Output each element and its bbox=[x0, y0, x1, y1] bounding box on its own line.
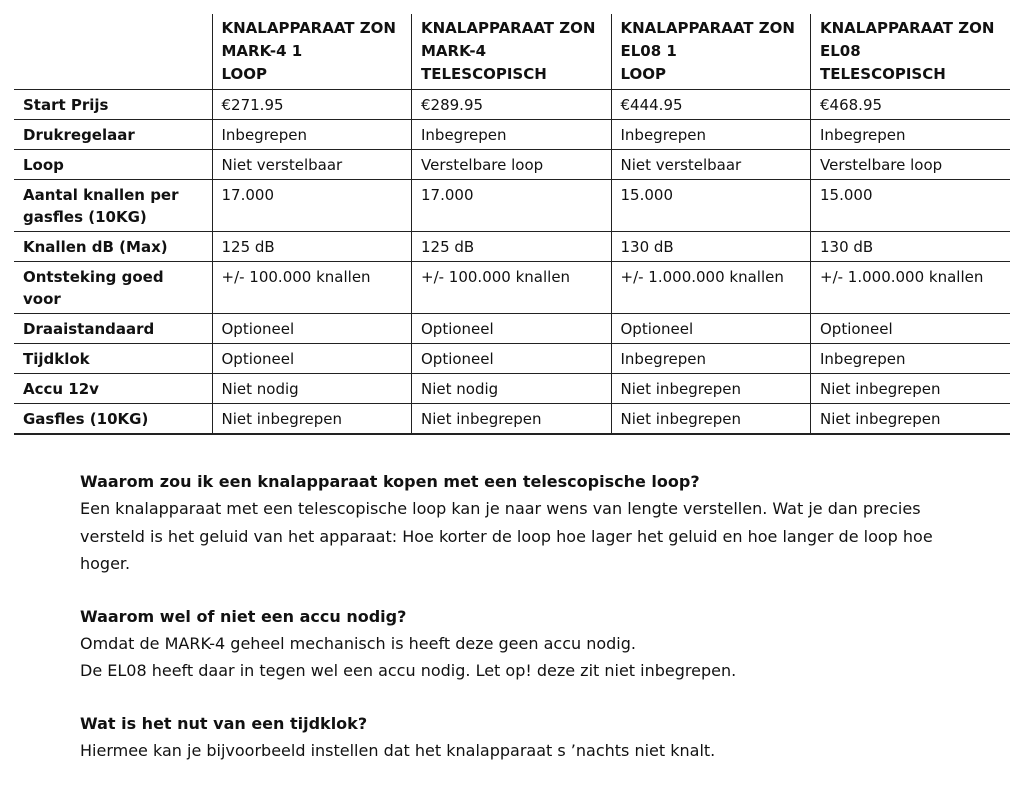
table-cell: Verstelbare loop bbox=[811, 150, 1011, 180]
row-label: Gasfles (10KG) bbox=[14, 404, 212, 435]
table-cell: Niet verstelbaar bbox=[212, 150, 412, 180]
faq-question: Waarom wel of niet een accu nodig? bbox=[80, 606, 407, 626]
faq-item-accu bbox=[80, 603, 980, 685]
row-label: Tijdklok bbox=[14, 344, 212, 374]
row-label: Knallen dB (Max) bbox=[14, 232, 212, 262]
table-cell: 17.000 bbox=[412, 180, 612, 232]
table-cell: Inbegrepen bbox=[611, 120, 811, 150]
table-cell: +/- 100.000 knallen bbox=[212, 262, 412, 314]
table-corner-cell bbox=[14, 14, 212, 90]
faq-answer: Hiermee kan je bijvoorbeeld instellen dat het knalapparaat s ’nachts niet knalt. bbox=[80, 740, 716, 760]
faq-item-tijdklok bbox=[80, 710, 980, 765]
table-cell: Niet nodig bbox=[412, 374, 612, 404]
faq-item-telescopische-loop bbox=[80, 468, 980, 578]
table-cell: Optioneel bbox=[412, 314, 612, 344]
table-cell: Optioneel bbox=[212, 344, 412, 374]
table-row bbox=[14, 150, 1010, 180]
table-cell: Niet inbegrepen bbox=[811, 404, 1011, 435]
table-cell: Niet inbegrepen bbox=[412, 404, 612, 435]
table-cell: 15.000 bbox=[811, 180, 1011, 232]
column-header-mark4-telescopisch: KNALAPPARAAT ZON MARK-4 TELESCOPISCH bbox=[412, 14, 612, 90]
table-row bbox=[14, 262, 1010, 314]
table-cell: Inbegrepen bbox=[811, 120, 1011, 150]
table-cell: €444.95 bbox=[611, 90, 811, 120]
table-cell: Niet inbegrepen bbox=[611, 404, 811, 435]
faq-answer: Een knalapparaat met een telescopische loop kan je naar wens van lengte verstellen. Wat je dan precies versteld is het geluid van het apparaat: Hoe korter de loop hoe lager het geluid en hoe langer de loop hoe hoger. bbox=[80, 499, 933, 573]
table-cell: Inbegrepen bbox=[611, 344, 811, 374]
table-cell: €289.95 bbox=[412, 90, 612, 120]
faq-question: Wat is het nut van een tijdklok? bbox=[80, 713, 368, 733]
table-cell: Niet inbegrepen bbox=[212, 404, 412, 435]
table-cell: Inbegrepen bbox=[811, 344, 1011, 374]
table-header bbox=[14, 14, 1010, 90]
table-cell: +/- 1.000.000 knallen bbox=[811, 262, 1011, 314]
column-header-mark4-loop: KNALAPPARAAT ZON MARK-4 1 LOOP bbox=[212, 14, 412, 90]
row-label: Aantal knallen per gasfles (10KG) bbox=[14, 180, 212, 232]
table-cell: +/- 100.000 knallen bbox=[412, 262, 612, 314]
table-cell: Optioneel bbox=[412, 344, 612, 374]
table-cell: Optioneel bbox=[611, 314, 811, 344]
column-header-el08-loop: KNALAPPARAAT ZON EL08 1 LOOP bbox=[611, 14, 811, 90]
table-cell: Niet inbegrepen bbox=[811, 374, 1011, 404]
table-row bbox=[14, 374, 1010, 404]
table-row bbox=[14, 314, 1010, 344]
faq-answer: De EL08 heeft daar in tegen wel een accu nodig. Let op! deze zit niet inbegrepen. bbox=[80, 661, 737, 680]
table-cell: +/- 1.000.000 knallen bbox=[611, 262, 811, 314]
table-cell: 130 dB bbox=[811, 232, 1011, 262]
table-row bbox=[14, 232, 1010, 262]
row-label: Accu 12v bbox=[14, 374, 212, 404]
table-cell: Optioneel bbox=[212, 314, 412, 344]
table-cell: 17.000 bbox=[212, 180, 412, 232]
table-cell: 15.000 bbox=[611, 180, 811, 232]
table-cell: Optioneel bbox=[811, 314, 1011, 344]
table-cell: 125 dB bbox=[412, 232, 612, 262]
table-cell: Verstelbare loop bbox=[412, 150, 612, 180]
faq-answer: Omdat de MARK-4 geheel mechanisch is heeft deze geen accu nodig. bbox=[80, 633, 636, 653]
faq-section bbox=[80, 468, 980, 789]
table-cell: Niet verstelbaar bbox=[611, 150, 811, 180]
comparison-table bbox=[14, 14, 1010, 435]
table-cell: €468.95 bbox=[811, 90, 1011, 120]
column-header-el08-telescopisch: KNALAPPARAAT ZON EL08 TELESCOPISCH bbox=[811, 14, 1011, 90]
table-cell: Niet nodig bbox=[212, 374, 412, 404]
row-label: Ontsteking goed voor bbox=[14, 262, 212, 314]
table-cell: Inbegrepen bbox=[212, 120, 412, 150]
table-row bbox=[14, 404, 1010, 435]
table-row bbox=[14, 120, 1010, 150]
table-cell: 130 dB bbox=[611, 232, 811, 262]
table-row bbox=[14, 90, 1010, 120]
table-cell: €271.95 bbox=[212, 90, 412, 120]
table-cell: Inbegrepen bbox=[412, 120, 612, 150]
table-cell: Niet inbegrepen bbox=[611, 374, 811, 404]
faq-question: Waarom zou ik een knalapparaat kopen met een telescopische loop? bbox=[80, 472, 700, 491]
row-label: Loop bbox=[14, 150, 212, 180]
table-row bbox=[14, 180, 1010, 232]
row-label: Draaistandaard bbox=[14, 314, 212, 344]
table-cell: 125 dB bbox=[212, 232, 412, 262]
row-label: Drukregelaar bbox=[14, 120, 212, 150]
table-row bbox=[14, 344, 1010, 374]
row-label: Start Prijs bbox=[14, 90, 212, 120]
